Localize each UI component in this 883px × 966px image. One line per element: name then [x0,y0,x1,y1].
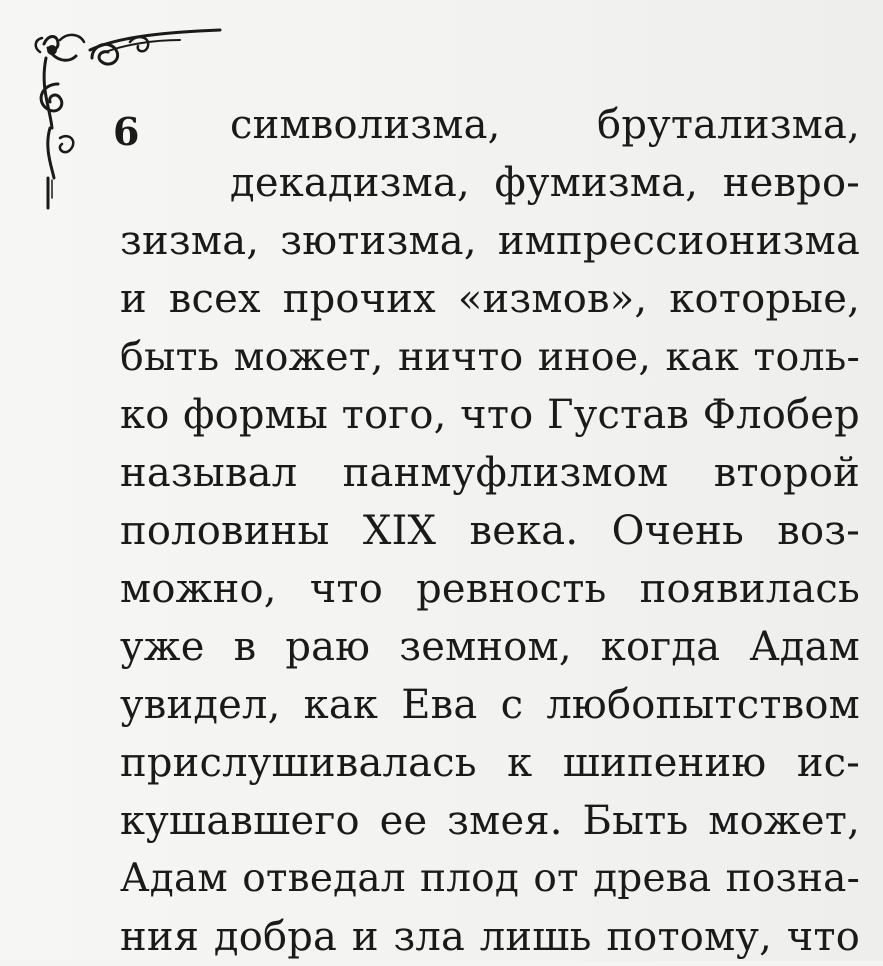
text-line: быть может, ничто иное, как толь- [120,334,860,380]
text-line: Адам отведал плод от древа позна- [120,856,860,901]
text-line: называл панмуфлизмом второй [120,450,860,496]
text-line: зизма, зютизма, импрессионизма [120,218,860,264]
text-line: ко формы того, что Густав Флобер [120,392,860,438]
text-line: декадизма, фумизма, невро- [230,160,860,206]
text-line: кушавшего ее змея. Быть может, [120,798,860,844]
text-line: половины XIX века. Очень воз- [120,508,860,554]
text-line: прислушивалась к шипению ис- [120,740,860,786]
page-number: 6 [113,109,140,154]
body-text [120,96,860,966]
text-line: символизма, брутализма, [230,102,860,148]
text-line: увидел, как Ева с любопытством [120,682,860,728]
text-line: и всех прочих «измов», которые, [120,276,860,322]
text-line: можно, что ревность появилась [120,566,860,612]
text-line: ния добра и зла лишь потому, что [120,914,860,960]
text-line: уже в раю земном, когда Адам [120,624,860,670]
